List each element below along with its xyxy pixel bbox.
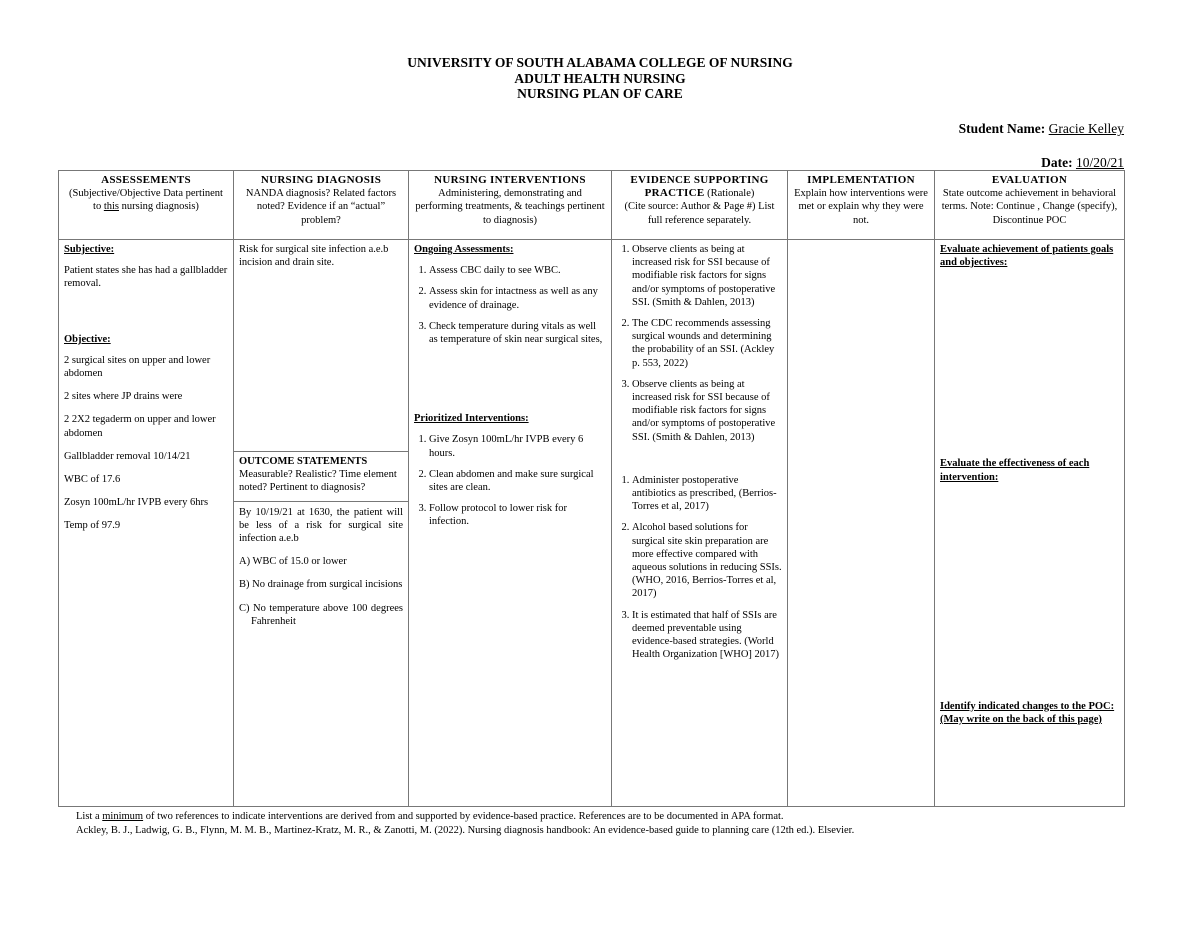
ongoing-item: 3. Check temperature during vitals as well as temperature of skin near surgical sites, [429, 320, 606, 346]
student-name-field [959, 121, 1124, 137]
subjective-label: Subjective: [64, 244, 115, 255]
header-line-2: ADULT HEALTH NURSING [514, 70, 686, 86]
objective-item: 2 surgical sites on upper and lower abdomen [64, 354, 211, 380]
outcome-desc: Measurable? Realistic? Time element noted? Pertinent to diagnosis? [239, 469, 397, 494]
table-header-row [59, 171, 1125, 240]
col-title-assessments: ASSESSEMENTS [101, 174, 191, 186]
evidence-item: 1. Observe clients as being at increased risk for SSI because of modifiable risk factors for signs and/or symptoms of postoperative SSI. (Smith & Dahlen, 2013) [632, 243, 782, 309]
col-title-evidence-suffix: (Rationale) [704, 188, 755, 200]
date-value[interactable]: 10/20/21 [1075, 155, 1124, 170]
objective-item: 2 2X2 tegaderm on upper and lower abdomen [64, 414, 216, 439]
col-title-evidence: EVIDENCE SUPPORTING PRACTICE [630, 174, 769, 200]
footer [76, 810, 854, 837]
outcome-text: By 10/19/21 at 1630, the patient will be less of a risk for surgical site infection a.e.b [239, 506, 403, 545]
col-header-diagnosis [234, 171, 409, 240]
date-field [1041, 155, 1124, 171]
table-body-row-top [59, 240, 1125, 452]
ongoing-item: 2. Assess skin for intactness as well as any evidence of drainage. [429, 285, 606, 311]
col-header-implementation [788, 171, 935, 240]
diagnosis-text: Risk for surgical site infection a.e.b incision and drain site. [239, 244, 389, 269]
assessment-cell[interactable] [59, 240, 234, 807]
document-header [0, 55, 1200, 102]
student-name-value[interactable]: Gracie Kelley [1048, 121, 1124, 136]
col-header-interventions [409, 171, 612, 240]
prioritized-item: 2. Clean abdomen and make sure surgical sites are clean. [429, 468, 606, 494]
prioritized-item: 3. Follow protocol to lower risk for infection. [429, 502, 606, 528]
col-desc-evidence: (Cite source: Author & Page #) List full reference separately. [624, 201, 775, 226]
header-line-1: UNIVERSITY OF SOUTH ALABAMA COLLEGE OF NURSING [407, 55, 793, 70]
objective-item: Zosyn 100mL/hr IVPB every 6hrs [64, 497, 209, 509]
evidence-item: 1. Administer postoperative antibiotics as prescribed, (Berrios-Torres et al, 2017) [632, 474, 782, 514]
student-name-label: Student Name: [958, 121, 1046, 136]
date-label: Date: [1041, 155, 1073, 170]
outcome-item: A) WBC of 15.0 or lower [239, 556, 347, 568]
header-line-3: NURSING PLAN OF CARE [517, 86, 683, 101]
ongoing-item: 1. Assess CBC daily to see WBC. [429, 264, 606, 277]
identify-changes-label: Identify indicated changes to the POC: (May write on the back of this page) [940, 700, 1115, 726]
objective-item: Temp of 97.9 [64, 520, 121, 532]
col-title-implementation: IMPLEMENTATION [807, 174, 915, 186]
evidence-item: 2. The CDC recommends assessing surgical wounds and determining the probability of an SSI. (Ackley p. 553, 2022) [632, 317, 782, 370]
col-title-evaluation: EVALUATION [991, 174, 1068, 186]
col-header-assessments [59, 171, 234, 240]
outcome-item: B) No drainage from surgical incisions [239, 579, 403, 591]
col-header-evidence [612, 171, 788, 240]
evidence-cell[interactable] [612, 240, 788, 807]
col-desc-interventions: Administering, demonstrating and performing treatments, & teachings pertinent to diagnosis) [415, 188, 605, 226]
footer-reference: Ackley, B. J., Ladwig, G. B., Flynn, M. M. B., Martinez-Kratz, M. R., & Zanotti, M. (2022). Nursing diagnosis handbook: An evidence-based guide to planning care (12th ed.). Elsevier. [76, 824, 855, 836]
ongoing-assessments-label: Ongoing Assessments: [414, 244, 514, 255]
prioritized-interventions-label: Prioritized Interventions: [414, 413, 529, 425]
evaluate-effectiveness-label: Evaluate the effectiveness of each intervention: [940, 458, 1090, 483]
objective-item: WBC of 17.6 [64, 474, 121, 486]
diagnosis-cell[interactable] [234, 240, 409, 452]
footer-instructions: List a minimum of two references to indicate interventions are derived from and supported by evidence-based practice. References are to be documented in APA format. [76, 811, 784, 822]
col-desc-diagnosis: NANDA diagnosis? Related factors noted? Evidence if an “actual” problem? [245, 188, 397, 226]
col-header-evaluation [935, 171, 1125, 240]
objective-item: Gallbladder removal 10/14/21 [64, 450, 191, 462]
outcome-title: OUTCOME STATEMENTS [239, 456, 368, 467]
col-desc-assessments: (Subjective/Objective Data pertinent to this nursing diagnosis) [69, 188, 223, 213]
interventions-cell[interactable] [409, 240, 612, 807]
outcome-item: C) No temperature above 100 degrees Fahrenheit [239, 602, 403, 627]
col-desc-evaluation: State outcome achievement in behavioral terms. Note: Continue , Change (specify), Discontinue POC [941, 188, 1118, 226]
evidence-item: 3. Observe clients as being at increased risk for SSI because of modifiable risk factors for signs and/or symptoms of postoperative SSI. (Smith & Dahlen, 2013) [632, 378, 782, 444]
objective-item: 2 sites where JP drains were [64, 391, 183, 403]
evaluate-goals-label: Evaluate achievement of patients goals and objectives: [940, 244, 1114, 269]
evaluation-cell[interactable] [935, 240, 1125, 807]
col-title-interventions: NURSING INTERVENTIONS [434, 174, 586, 186]
prioritized-item: 1. Give Zosyn 100mL/hr IVPB every 6 hours. [429, 433, 606, 459]
subjective-text: Patient states she has had a gallbladder removal. [64, 265, 228, 290]
col-desc-implementation: Explain how interventions were met or explain why they were not. [794, 188, 928, 226]
implementation-cell[interactable] [788, 240, 935, 807]
evidence-item: 3. It is estimated that half of SSIs are deemed preventable using evidence-based strategies. (World Health Organization [WHO] 2017) [632, 609, 782, 662]
evidence-item: 2. Alcohol based solutions for surgical site skin preparation are more effective compared with aqueous solutions in reducing SSIs. (WHO, 2016, Berrios-Torres et al, 2017) [632, 521, 782, 600]
col-title-diagnosis: NURSING DIAGNOSIS [260, 174, 382, 186]
outcome-statements-cell[interactable] [234, 452, 409, 807]
objective-label: Objective: [64, 333, 111, 345]
plan-of-care-table [58, 170, 1125, 807]
